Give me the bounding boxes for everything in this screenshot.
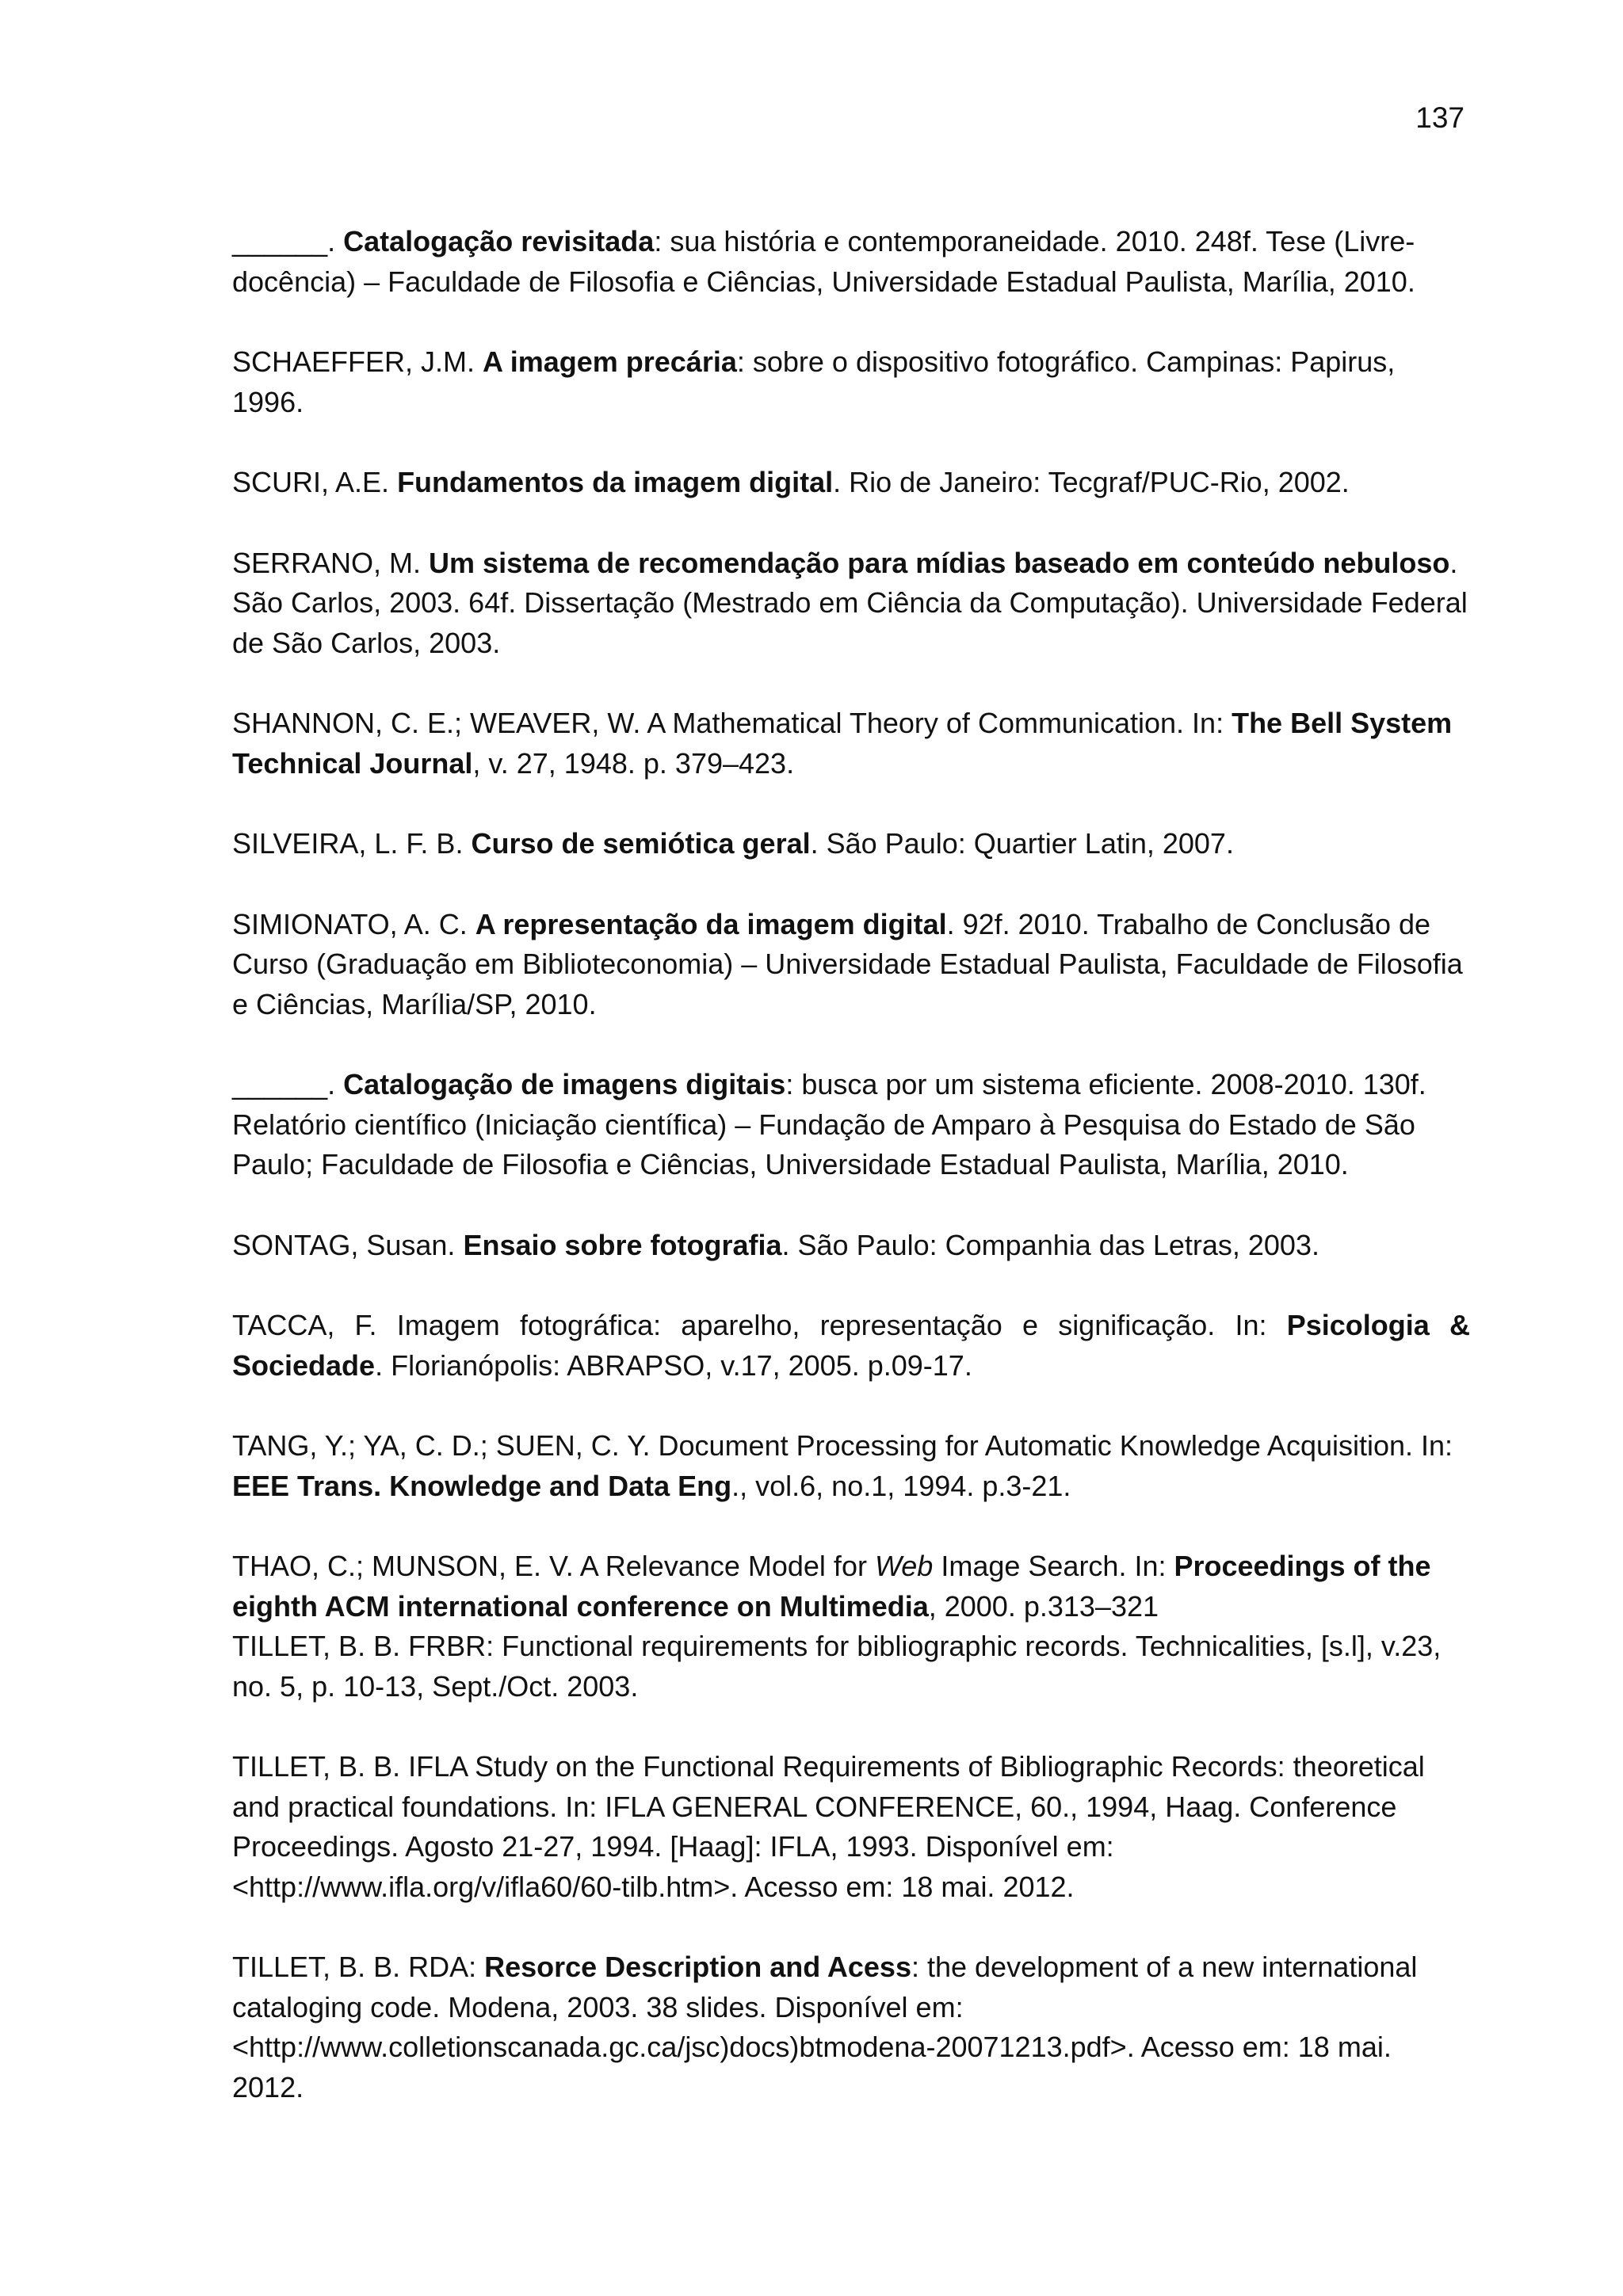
reference-title: A imagem precária — [483, 345, 737, 378]
reference-text: . São Paulo: Companhia das Letras, 2003. — [781, 1228, 1319, 1261]
reference-text: SILVEIRA, L. F. B. — [232, 827, 472, 860]
reference-text: ., vol.6, no.1, 1994. p.3-21. — [731, 1469, 1071, 1502]
reference-entry — [232, 463, 1470, 503]
reference-text: : sua história e contemporaneidade. 2010. 248f. Tese (Livre-docência) – Faculdade de Filosofia e Ciências, Universidade Estadual Paulista, Marília, 2010. — [232, 225, 1415, 298]
reference-entry — [232, 342, 1470, 422]
reference-entry — [232, 704, 1470, 784]
reference-text: ______. — [232, 1068, 344, 1100]
reference-text: : busca por um sistema eficiente. 2008-2010. 130f. Relatório científico (Iniciação científica) – Fundação de Amparo à Pesquisa do Estado de São Paulo; Faculdade de Filosofia e Ciências, Universidade Estadual Paulista, Marília, 2010. — [232, 1068, 1426, 1180]
reference-entry — [232, 1627, 1470, 1707]
reference-title: Curso de semiótica geral — [471, 827, 811, 860]
reference-entry — [232, 1747, 1470, 1907]
reference-text: SCHAEFFER, J.M. — [232, 345, 483, 378]
reference-entry — [232, 1306, 1470, 1386]
reference-text: SONTAG, Susan. — [232, 1228, 464, 1261]
reference-title: Um sistema de recomendação para mídias baseado em conteúdo nebuloso — [429, 546, 1450, 579]
reference-emphasis: Web — [874, 1550, 934, 1582]
reference-text: TILLET, B. B. IFLA Study on the Functional Requirements of Bibliographic Records: theoretical and practical foundations. In: IFLA GENERAL CONFERENCE, 60., 1994, Haag. Conference Proceedings. Agosto 21-27, 1994. [Haag]: IFLA, 1993. Disponível em: <http://www.ifla.org/v/ifla60/60-tilb.htm>. Acesso em: 18 mai. 2012. — [232, 1750, 1425, 1903]
reference-text: , 2000. p.313–321 — [928, 1589, 1159, 1623]
reference-entry — [232, 1426, 1470, 1506]
reference-text: ______. — [232, 225, 344, 257]
reference-title: A representação da imagem digital — [475, 907, 947, 940]
reference-text: SIMIONATO, A. C. — [232, 907, 475, 940]
reference-text: TACCA, F. Imagem fotográfica: aparelho, representação e significação. In: — [232, 1309, 1287, 1341]
reference-entry — [232, 1226, 1470, 1266]
reference-list — [232, 222, 1470, 2148]
reference-entry — [232, 543, 1470, 664]
reference-title: EEE Trans. Knowledge and Data Eng — [232, 1469, 732, 1502]
reference-text: . Florianópolis: ABRAPSO, v.17, 2005. p.09-17. — [375, 1348, 972, 1382]
reference-text: TANG, Y.; YA, C. D.; SUEN, C. Y. Document Processing for Automatic Knowledge Acquisition. In: — [232, 1429, 1453, 1462]
reference-text: SHANNON, C. E.; WEAVER, W. A Mathematical Theory of Communication. In: — [232, 707, 1232, 739]
reference-text: . São Paulo: Quartier Latin, 2007. — [810, 827, 1234, 860]
reference-text: SCURI, A.E. — [232, 466, 398, 498]
reference-entry — [232, 222, 1470, 302]
reference-entry — [232, 1065, 1470, 1185]
page-number: 137 — [1415, 101, 1465, 134]
reference-text: : sobre o dispositivo fotográfico. Campinas: Papirus, 1996. — [232, 345, 1396, 418]
reference-text: . Rio de Janeiro: Tecgraf/PUC-Rio, 2002. — [833, 466, 1350, 498]
reference-title: Proceedings of the eighth ACM international conference on Multimedia — [232, 1550, 1431, 1623]
reference-text: TILLET, B. B. RDA: — [232, 1951, 485, 1983]
reference-entry — [232, 905, 1470, 1025]
reference-text: SERRANO, M. — [232, 546, 430, 579]
reference-entry — [232, 1547, 1470, 1627]
reference-title: Ensaio sobre fotografia — [463, 1228, 782, 1261]
reference-text: TILLET, B. B. FRBR: Functional requirements for bibliographic records. Technicalities, [s.l], v.23, no. 5, p. 10-13, Sept./Oct. 2003. — [232, 1630, 1442, 1703]
reference-text: THAO, C.; MUNSON, E. V. A Relevance Model for — [232, 1550, 875, 1582]
reference-text: . São Carlos, 2003. 64f. Dissertação (Mestrado em Ciência da Computação). Universidade Federal de São Carlos, 2003. — [232, 546, 1468, 659]
reference-entry — [232, 824, 1470, 864]
reference-text: , v. 27, 1948. p. 379–423. — [472, 746, 795, 780]
reference-title: Catalogação de imagens digitais — [343, 1068, 786, 1100]
reference-title: Fundamentos da imagem digital — [397, 466, 834, 498]
reference-title: The Bell System Technical Journal — [232, 707, 1453, 780]
reference-title: Psicologia & Sociedade — [232, 1309, 1470, 1382]
reference-text: . 92f. 2010. Trabalho de Conclusão de Curso (Graduação em Biblioteconomia) – Universidade Estadual Paulista, Faculdade de Filosofia e Ciências, Marília/SP, 2010. — [232, 907, 1463, 1020]
reference-text: Image Search. In: — [933, 1550, 1174, 1582]
reference-entry — [232, 1947, 1470, 2107]
reference-title: Resorce Description and Acess — [484, 1951, 911, 1983]
reference-title: Catalogação revisitada — [343, 225, 655, 257]
reference-text: : the development of a new international cataloging code. Modena, 2003. 38 slides. Disponível em: <http://www.colletionscanada.gc.ca/jsc)docs)btmodena-20071213.pdf>. Acesso em: 18 mai. 2012. — [232, 1951, 1418, 2103]
